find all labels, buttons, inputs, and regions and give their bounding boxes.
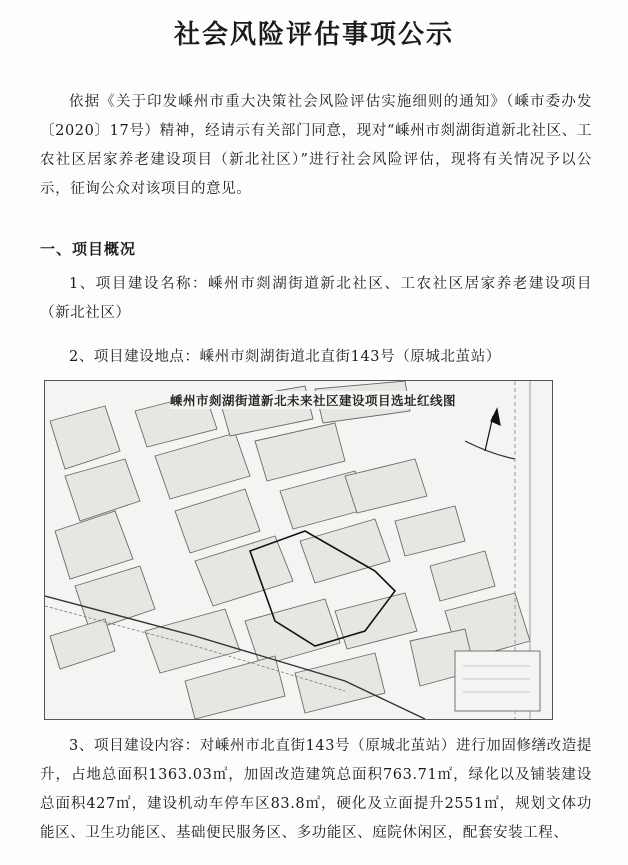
document-title: 社会风险评估事项公示 bbox=[173, 20, 454, 50]
intro-paragraph: 依据《关于印发嵊州市重大决策社会风险评估实施细则的通知》（嵊市委办发〔2020〕17号）精神，经请示有关部门同意，现对“嵊州市剡湖街道新北社区、工农社区居家养老建设项目（新北社区）”进行社会风险评估，现将有关情况予以公示，征询公众对该项目的意见。 bbox=[40, 94, 592, 197]
site-map-drawing bbox=[45, 381, 552, 719]
site-redline-map bbox=[44, 380, 553, 720]
item-construction-content: 3、项目建设内容：对嵊州市北直街143号（原城北茧站）进行加固修缮改造提升，占地总面积1363.03㎡，加固改造建筑总面积763.71㎡，绿化以及铺装建设总面积427㎡，建设机动车停车区83.8㎡，硬化及立面提升2551㎡，规划文体功能区、卫生功能区、基础便民服务区、多功能区、庭院休闲区，配套安装工程、 bbox=[40, 738, 592, 841]
map-title: 嵊州市剡湖街道新北未来社区建设项目选址红线图 bbox=[170, 393, 457, 408]
item-project-location: 2、项目建设地点：嵊州市剡湖街道北直街143号（原城北茧站） bbox=[69, 349, 501, 365]
section-heading-overview: 一、项目概况 bbox=[40, 240, 137, 258]
item-project-name: 1、项目建设名称：嵊州市剡湖街道新北社区、工农社区居家养老建设项目（新北社区） bbox=[40, 276, 592, 321]
